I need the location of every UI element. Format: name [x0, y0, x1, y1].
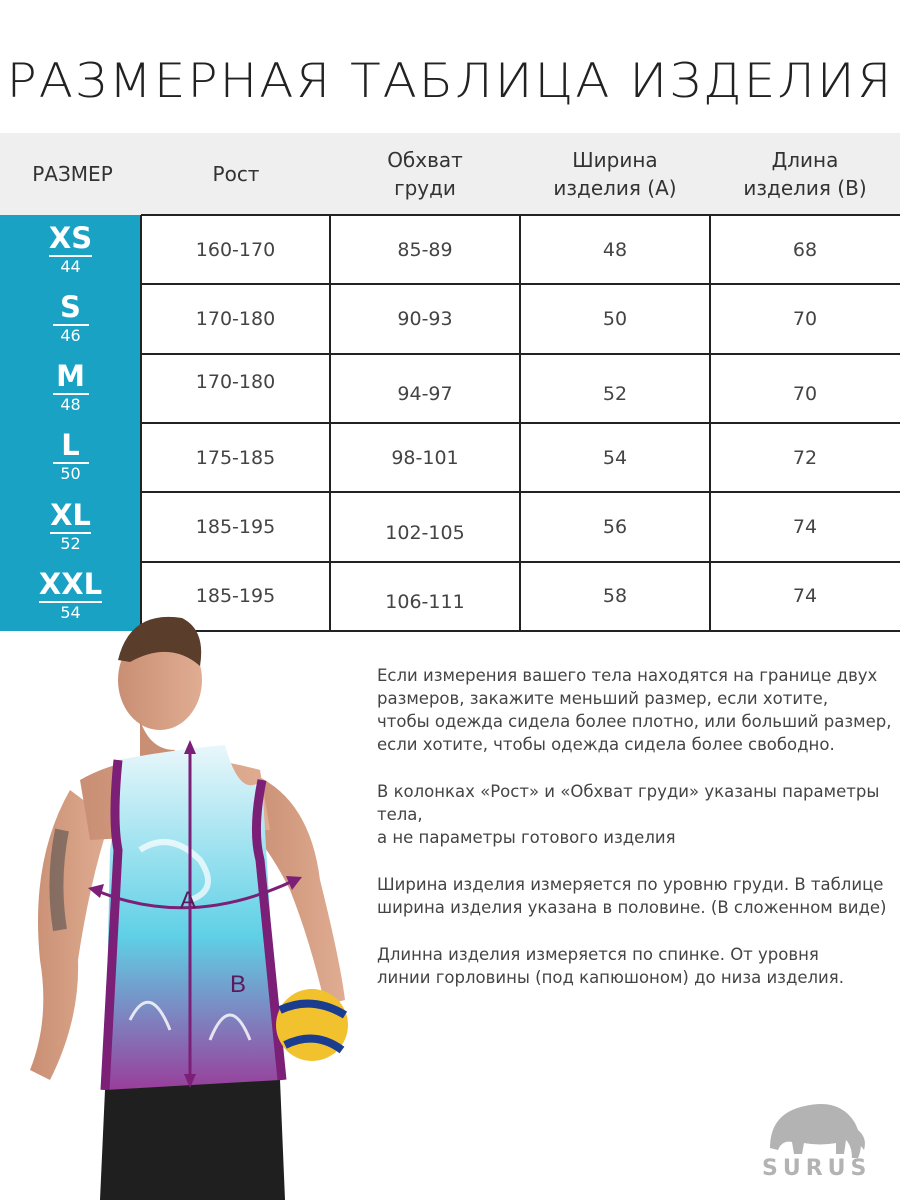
size-code: XL — [50, 497, 91, 532]
size-label-m — [0, 354, 141, 423]
size-ru: 52 — [60, 533, 81, 553]
header-length-line2: изделия (В) — [743, 176, 867, 200]
cell-length: 70 — [792, 307, 818, 330]
cell-width: 50 — [602, 307, 628, 330]
size-ru: 44 — [60, 256, 81, 276]
cell-chest: 106-111 — [385, 591, 465, 614]
grid-col-line — [709, 215, 711, 631]
cell-height: 170-180 — [195, 307, 276, 330]
header-width — [520, 133, 710, 215]
note-2: В колонках «Рост» и «Обхват груди» указаны параметры тела, а не параметры готового изделия — [377, 782, 880, 847]
header-length-line1: Длина — [771, 148, 839, 172]
cell-height: 185-195 — [195, 585, 276, 608]
cell-chest: 90-93 — [397, 307, 453, 330]
size-code: L — [53, 430, 89, 464]
note-3: Ширина изделия измеряется по уровню груди. В таблице ширина изделия указана в половине. (В сложенном виде) — [377, 875, 887, 917]
cell-width: 58 — [602, 585, 628, 608]
size-label-s — [0, 284, 141, 353]
header-length — [710, 133, 900, 215]
size-ru: 46 — [60, 325, 81, 345]
cell-length: 70 — [792, 383, 818, 406]
header-size: РАЗМЕР — [32, 162, 113, 186]
cell-width: 56 — [602, 515, 628, 538]
note-1: Если измерения вашего тела находятся на границе двух размеров, закажите меньший размер, если хотите, чтобы одежда сидела более плотно, или больший размер, если хотите, чтобы одежда сидела более свободно. — [377, 666, 892, 754]
cell-length: 72 — [792, 446, 818, 469]
size-ru: 54 — [60, 603, 81, 622]
grid-col-line — [519, 215, 521, 631]
label-b: B — [230, 971, 247, 998]
cell-chest: 98-101 — [391, 446, 459, 469]
cell-height: 175-185 — [195, 446, 276, 469]
cell-length: 68 — [792, 238, 818, 261]
cell-chest: 94-97 — [397, 383, 453, 406]
header-chest-line2: груди — [394, 176, 456, 200]
grid-col-line — [140, 215, 142, 631]
header-width-line1: Ширина — [572, 148, 658, 172]
cell-height: 185-195 — [195, 515, 276, 538]
notes — [377, 664, 897, 1013]
cell-length: 74 — [792, 585, 818, 608]
size-code: XS — [48, 220, 93, 255]
size-ru: 50 — [60, 464, 81, 484]
size-label-xs — [0, 215, 141, 284]
cell-width: 48 — [602, 238, 628, 261]
header-width-line2: изделия (А) — [553, 176, 677, 200]
note-4: Длинна изделия измеряется по спинке. От уровня линии горловины (под капюшоном) до низа изделия. — [377, 945, 844, 987]
model-photo — [0, 600, 370, 1200]
size-code: XXL — [38, 567, 103, 601]
header-height: Рост — [212, 162, 260, 186]
page-title: РАЗМЕРНАЯ ТАБЛИЦА ИЗДЕЛИЯ — [6, 53, 894, 109]
size-label-l — [0, 423, 141, 492]
size-code: M — [53, 361, 89, 395]
label-a: A — [180, 887, 197, 914]
size-label-xl — [0, 492, 141, 561]
cell-height: 170-180 — [195, 371, 276, 394]
cell-width: 52 — [602, 383, 628, 406]
cell-chest: 102-105 — [385, 521, 465, 544]
brand-name: SURUS — [762, 1156, 872, 1181]
cell-length: 74 — [792, 515, 818, 538]
header-chest — [330, 133, 520, 215]
spacer — [52, 0, 89, 2]
header-chest-line1: Обхват — [387, 148, 463, 172]
size-code: S — [53, 292, 89, 326]
grid-col-line — [329, 215, 331, 631]
cell-width: 54 — [602, 446, 628, 469]
cell-height: 160-170 — [195, 238, 276, 261]
size-ru: 48 — [60, 395, 81, 415]
cell-chest: 85-89 — [397, 238, 453, 261]
